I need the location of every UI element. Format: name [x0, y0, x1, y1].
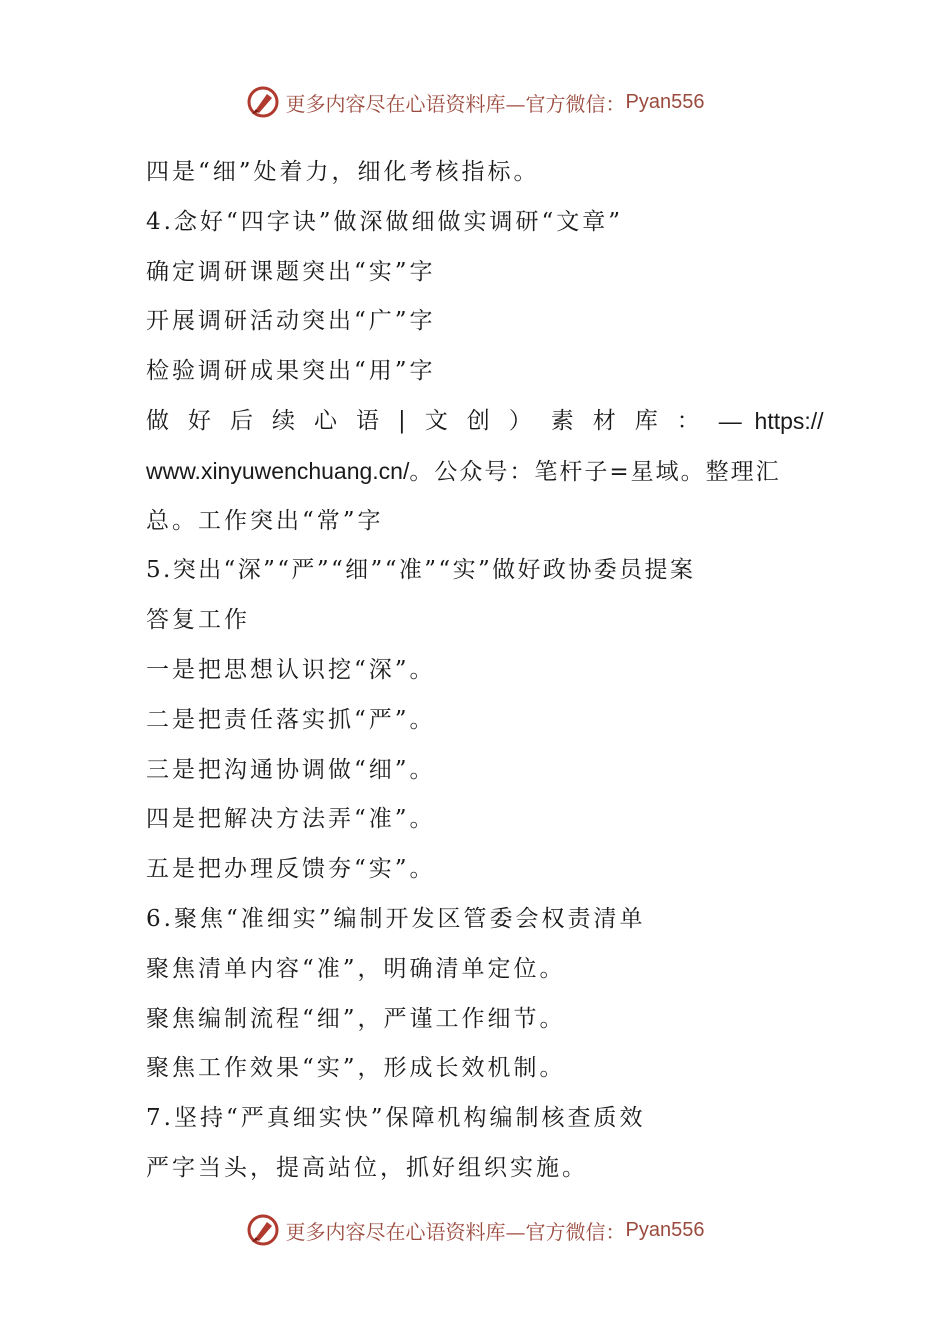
text-line-with-link [146, 397, 824, 447]
promo-text-tail: 。公众号：笔杆子=星域。整理汇 [409, 458, 781, 485]
promo-url-rest: www.xinyuwenchuang.cn/ [146, 457, 410, 484]
document-body [146, 148, 824, 1194]
text-line: 答复工作 [146, 607, 250, 634]
section-heading: 4.念好“四字诀”做深做细做实调研“文章” [146, 208, 623, 235]
text-line [146, 447, 808, 497]
text-line: 聚焦清单内容“准”，明确清单定位。 [146, 955, 566, 982]
text-line: 严字当头，提高站位，抓好组织实施。 [146, 1154, 588, 1181]
text-line: 五是把办理反馈夯“实”。 [146, 856, 436, 883]
pen-nib-icon [246, 85, 280, 119]
pen-nib-icon [246, 1213, 280, 1247]
footer-banner [0, 1210, 950, 1250]
text-line: 聚焦编制流程“细”，严谨工作细节。 [146, 1005, 566, 1032]
banner-text: 更多内容尽在心语资料库—官方微信： [285, 91, 626, 116]
section-heading: 7.坚持“严真细实快”保障机构编制核查质效 [146, 1105, 646, 1132]
text-line: 确定调研课题突出“实”字 [146, 258, 436, 285]
text-line: 检验调研成果突出“用”字 [146, 358, 436, 385]
section-heading: 5.突出“深”“严”“细”“准”“实”做好政协委员提案 [146, 557, 696, 584]
promo-text: 做好后续心语|文创）素材库： [146, 407, 719, 434]
header-banner [0, 82, 950, 122]
banner-wechat-id: Pyan556 [625, 1218, 705, 1241]
text-line: 四是把解决方法弄“准”。 [146, 806, 436, 833]
text-line: 一是把思想认识挖“深”。 [146, 656, 436, 683]
section-heading: 6.聚焦“准细实”编制开发区管委会权责清单 [146, 905, 646, 932]
text-line: 四是“细”处着力，细化考核指标。 [146, 159, 540, 185]
text-line: 聚焦工作效果“实”，形成长效机制。 [146, 1055, 566, 1082]
text-line: 三是把沟通协调做“细”。 [146, 756, 436, 783]
banner-wechat-id: Pyan556 [625, 90, 705, 113]
text-line: 开展调研活动突出“广”字 [146, 308, 436, 335]
promo-url-start: — https:// [718, 407, 824, 434]
text-line: 总。工作突出“常”字 [146, 507, 384, 534]
text-line: 二是把责任落实抓“严”。 [146, 706, 436, 733]
banner-text: 更多内容尽在心语资料库—官方微信： [285, 1219, 626, 1244]
